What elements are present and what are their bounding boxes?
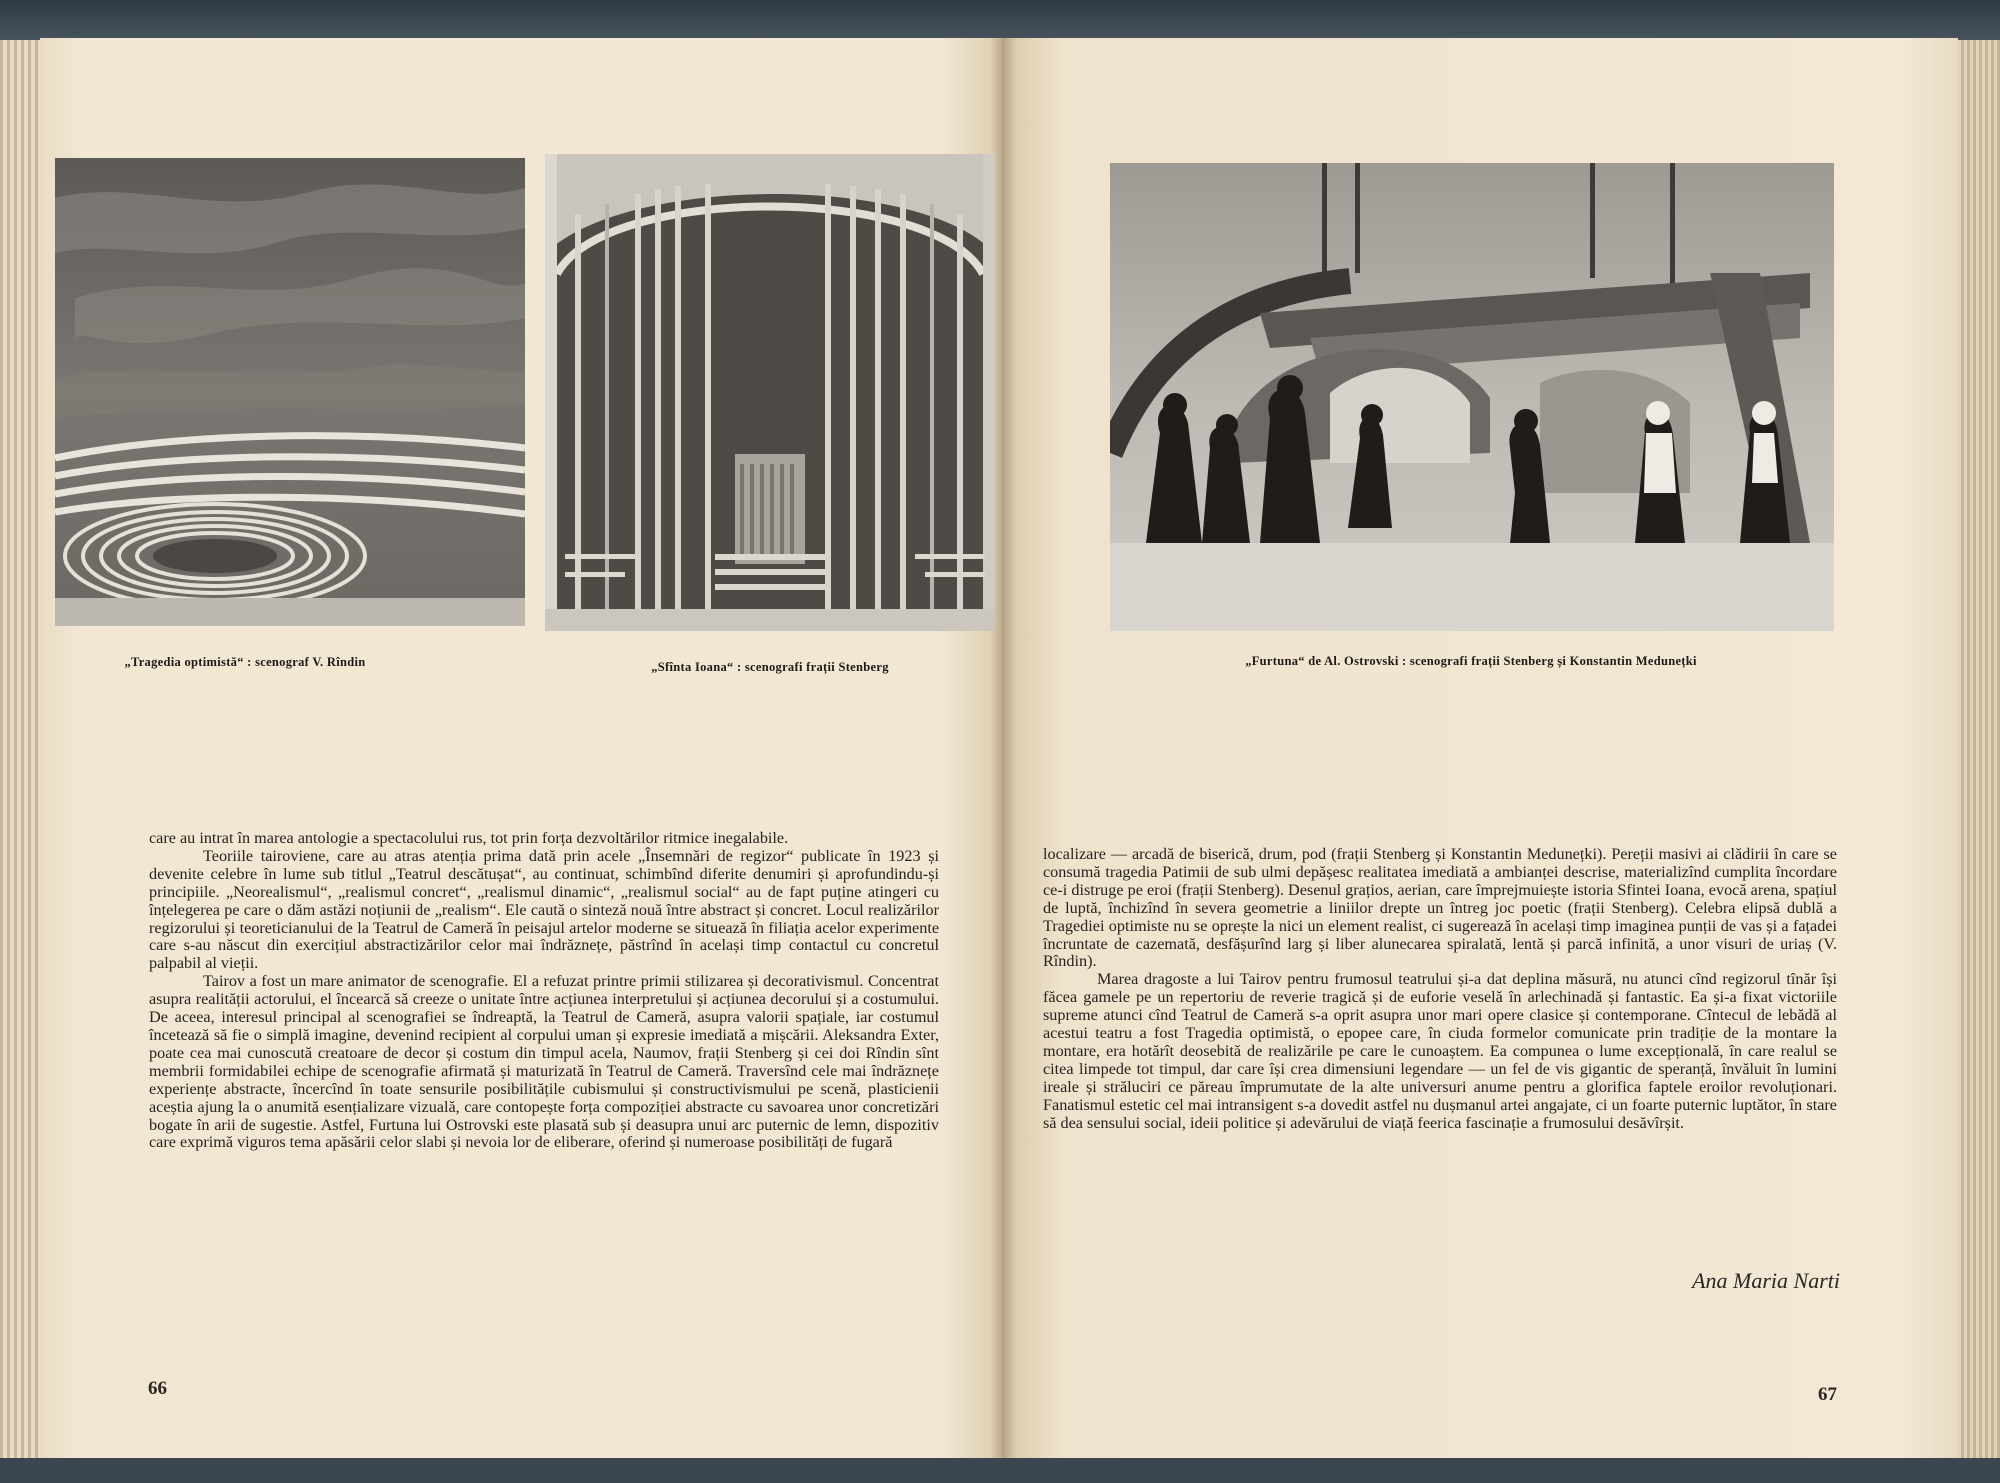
right-page-text-column [1043,846,1837,1133]
page-number-left: 66 [148,1378,167,1399]
caption-furtuna: „Furtuna“ de Al. Ostrovski : scenografi frații Stenberg și Konstantin Medunețki [1245,654,1697,668]
paragraph: Teoriile tairoviene, care au atras atenția prima dată prin acele „Însemnări de regizor“ publicate în 1923 și devenite celebre în lume sub titlul „Teatrul descătușat“, au continuat, schimbînd diferite denumiri și aprofundindu-și principiile. „Neorealismul“, „realismul concret“, „realismul dinamic“, „realismul social“ au de fapt puține atingeri cu înțelegerea pe care o dăm astăzi noțiunii de „realism“. Ele caută o sinteză nouă între abstract și concret. Locul realizărilor regizorului și teoreticianului de la Teatrul de Cameră în peisajul artelor moderne se situează în filiația acelor experimente care s-au născut din exercițiul abstractizărilor celor mai îndrăznețe, păstrînd în același timp contactul cu concretul palpabil al vieții. [149,846,939,973]
photo-tragedia-optimista [55,158,525,626]
book-cover-top-edge [0,0,2000,42]
author-signature: Ana Maria Narti [1692,1268,1840,1293]
paragraph: Tairov a fost un mare animator de scenografie. El a refuzat printre primii stilizarea și decorativismul. Concentrat asupra realității actorului, el încearcă să creeze o unitate între acțiunea interpretului și acțiunea decorului și a costumului. De aceea, interesul principal al scenografiei se îndreaptă, la Teatrul de Cameră, asupra valorii spațiale, iar costumul încetează să fie o simplă imagine, devenind recipient al corpului uman și expresie imediată a mișcării. Aleksandra Exter, poate cea mai cunoscută creatoare de decor și costum din timpul acela, Naumov, frații Stenberg și cei doi Rîndin sînt membrii formidabilei echipe de scenografie afirmată și maturizată în Teatrul de Cameră. Traversînd cele mai îndrăznețe experiențe abstracte, încercînd în toate sensurile posibilitățile cubismului și constructivismului pe scenă, plasticienii aceștia ajung la o anumită esențializare vizuală, care contopește forța compoziției abstracte cu savoarea unor concretizări bogate în arii de sugestie. Astfel, Furtuna lui Ostrovski este plasată sub și deasupra unui arc puternic de lemn, dispozitiv care exprimă viguros tema apăsării celor slabi și nevoia lor de eliberare, oferind și numeroase posibilități de fugară [149,972,939,1152]
stage-arch-scene-illustration [1110,163,1834,631]
page-number-right: 67 [1818,1384,1837,1405]
stage-columns-illustration [545,154,995,631]
photo-furtuna [1110,163,1834,631]
left-page-text-column [149,830,939,1152]
photo-sfinta-ioana [545,154,995,631]
caption-tragedia-optimista: „Tragedia optimistă“ : scenograf V. Rîndin [124,655,366,669]
paragraph: care au intrat în marea antologie a spectacolului rus, tot prin forța dezvoltărilor ritmice inegalabile. [149,829,789,847]
paragraph: localizare — arcadă de biserică, drum, pod (frații Stenberg și Konstantin Medunețki). Pereții masivi ai clădirii în care se consumă tragedia Patimii de sub ulmi depășesc realitatea imediată a ambianței descrise, materializînd cumplita încordare ce-i distruge pe eroi (frații Stenberg). Desenul grațios, aerian, care împrejmuiește istoria Sfintei Ioana, evocă arena, spațiul de luptă, închizînd în severa geometrie a liniilor drepte un întreg joc poetic (frații Stenberg). Celebra elipsă dublă a Tragediei optimiste nu se oprește la nici un element realist, ci sugerează în același timp imaginea punții de vas și a fațadei încruntate de cazemată, desfășurînd larg și liber alunecarea spiralată, lentă și parcă infinită, a unor visuri de uriaș (V. Rîndin). [1043,845,1837,971]
book-cover-bottom-edge [0,1458,2000,1483]
stage-ellipse-illustration [55,158,525,626]
paragraph: Marea dragoste a lui Tairov pentru frumosul teatrului și-a dat deplina măsură, nu atunci cînd regizorul tînăr își făcea gamele pe un repertoriu de reverie tragică și de euforie veselă în arlechinadă și fantastic. Ea și-a fixat victoriile supreme atunci cînd Teatrul de Cameră s-a oprit asupra unor mari opere clasice și contemporane. Cîntecul de lebădă al acestui teatru a fost Tragedia optimistă, o epopee care, în ciuda formelor comunicate prin tradiție de la montare la montare, era hotărît deosebită de realizările pe care le cunoaștem. Ea compunea o lume excepțională, în care realul se citea limpede tot timpul, dar care își crea dimensiuni legendare — un fel de vis gigantic de speranță, învăluit în lumini ireale și străluciri ce păreau împrumutate de la alte universuri anume pentru a glorifica faptele eroilor revoluționari. Fanatismul estetic cel mai intransigent s-a dovedit astfel nu dușmanul artei angajate, ci un foarte puternic luptător, în stare să dea sensului social, ideii politice și adevărului de viață feerica fascinație a frumosului desăvîrșit. [1043,970,1837,1132]
caption-sfinta-ioana: „Sfînta Ioana“ : scenografi frații Stenberg [651,660,889,674]
right-page-stack-edge [1958,40,2000,1470]
